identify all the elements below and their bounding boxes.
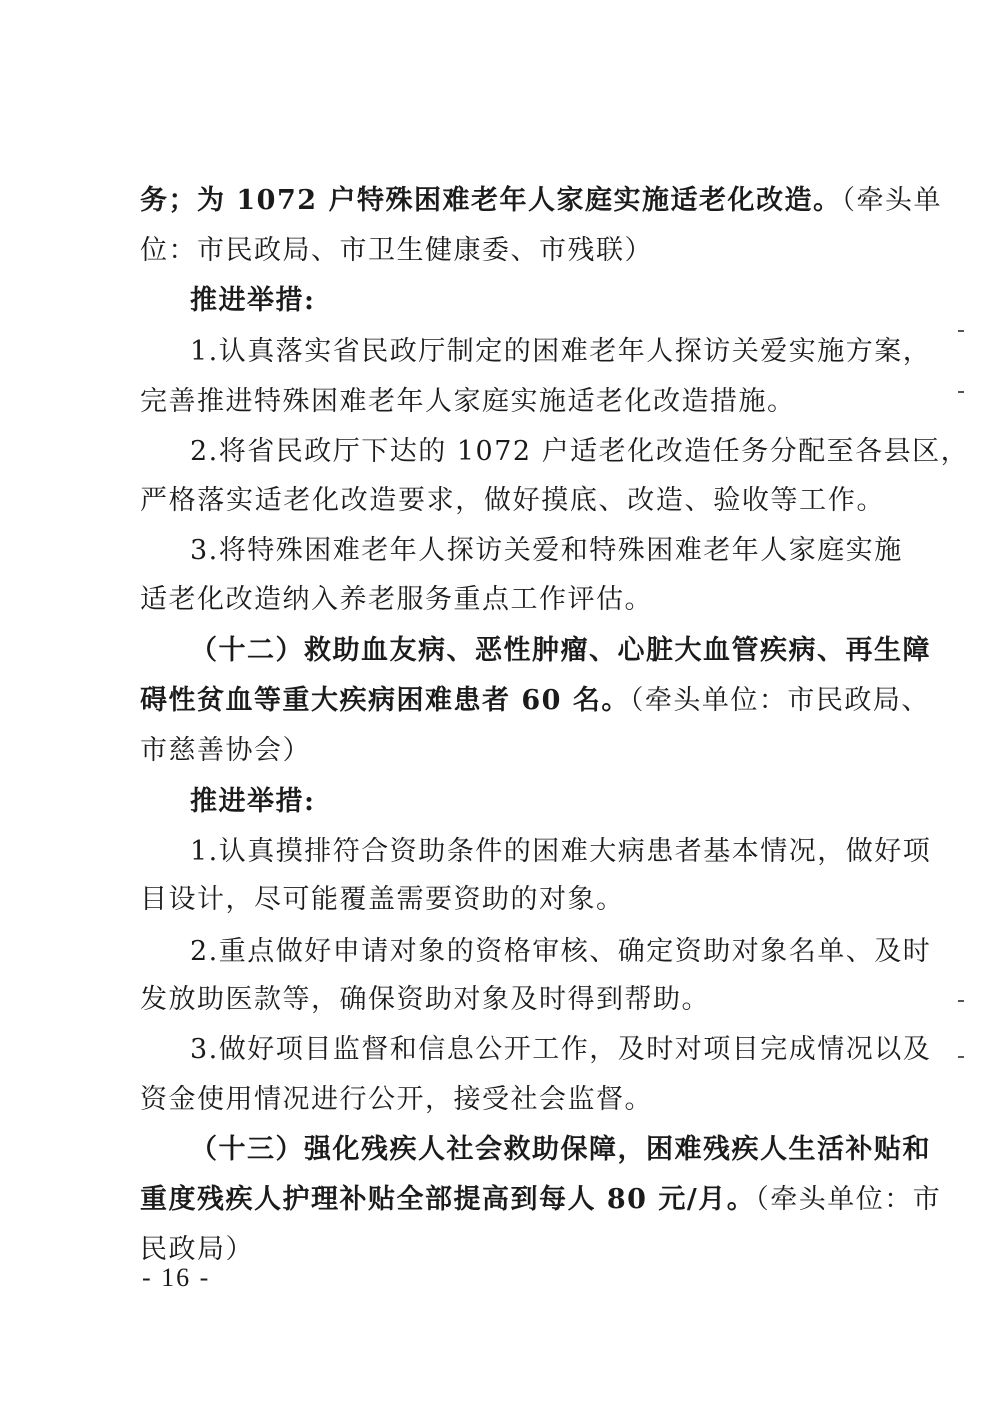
normal-text: 适老化改造纳入养老服务重点工作评估。 — [140, 584, 653, 615]
normal-text: 目设计，尽可能覆盖需要资助的对象。 — [140, 884, 625, 915]
normal-text: （牵头单位：市民政局、 — [629, 685, 930, 716]
normal-text: 完善推进特殊困难老年人家庭实施适老化改造措施。 — [140, 386, 796, 417]
scan-mark — [958, 330, 964, 332]
bold-text: （十三）强化残疾人社会救助保障，困难残疾人生活补贴和 — [190, 1134, 931, 1165]
text-line — [140, 234, 885, 268]
text-line — [190, 1033, 932, 1067]
normal-text: 民政局） — [140, 1234, 254, 1265]
text-line — [190, 935, 932, 969]
bold-text: 重度残疾人护理补贴全部提高到每人 80 元/月。 — [140, 1184, 756, 1215]
normal-text: 3.将特殊困难老年人探访关爱和特殊困难老年人家庭实施 — [190, 535, 903, 566]
normal-text: 3.做好项目监督和信息公开工作，及时对项目完成情况以及 — [190, 1034, 932, 1065]
text-line — [190, 335, 932, 369]
text-line — [140, 1233, 885, 1267]
text-line — [140, 1083, 885, 1117]
bold-text: 推进举措: — [190, 285, 316, 316]
normal-text: 位：市民政局、市卫生健康委、市残联） — [140, 235, 653, 266]
scan-mark — [958, 391, 964, 393]
scan-mark — [958, 1056, 964, 1058]
scan-mark — [958, 1000, 964, 1002]
text-line — [140, 1183, 942, 1217]
text-line — [140, 883, 885, 917]
bold-text: 碍性贫血等重大疾病困难患者 60 名。 — [140, 685, 630, 716]
normal-text: 严格落实适老化改造要求，做好摸底、改造、验收等工作。 — [140, 485, 885, 516]
normal-text: 发放助医款等，确保资助对象及时得到帮助。 — [140, 984, 710, 1015]
bold-text: （十二）救助血友病、恶性肿瘤、心脏大血管疾病、再生障 — [190, 635, 931, 666]
text-line — [140, 184, 942, 218]
normal-text: 资金使用情况进行公开，接受社会监督。 — [140, 1084, 653, 1115]
text-line — [140, 385, 885, 419]
section-heading — [190, 1133, 931, 1167]
text-line — [140, 684, 930, 718]
text-line — [140, 734, 885, 768]
bold-text: 务；为 1072 户特殊困难老年人家庭实施适老化改造。 — [140, 185, 842, 216]
normal-text: 2.重点做好申请对象的资格审核、确定资助对象名单、及时 — [190, 936, 932, 967]
text-line — [190, 435, 970, 469]
page-number: - 16 - — [142, 1263, 211, 1292]
normal-text: （牵头单位：市 — [755, 1184, 942, 1215]
text-line — [140, 484, 885, 518]
normal-text: 1.认真摸排符合资助条件的困难大病患者基本情况，做好项 — [190, 836, 932, 867]
text-line — [190, 534, 903, 568]
text-line — [190, 835, 932, 869]
text-line — [140, 983, 885, 1017]
normal-text: 市慈善协会） — [140, 735, 311, 766]
text-line — [140, 583, 885, 617]
normal-text: （牵头单 — [841, 185, 942, 216]
normal-text: 1.认真落实省民政厅制定的困难老年人探访关爱实施方案， — [190, 336, 932, 367]
section-subheading — [190, 785, 885, 819]
section-subheading — [190, 284, 885, 318]
section-heading — [190, 634, 931, 668]
bold-text: 推进举措: — [190, 786, 316, 817]
normal-text: 2.将省民政厅下达的 1072 户适老化改造任务分配至各县区， — [190, 436, 970, 467]
